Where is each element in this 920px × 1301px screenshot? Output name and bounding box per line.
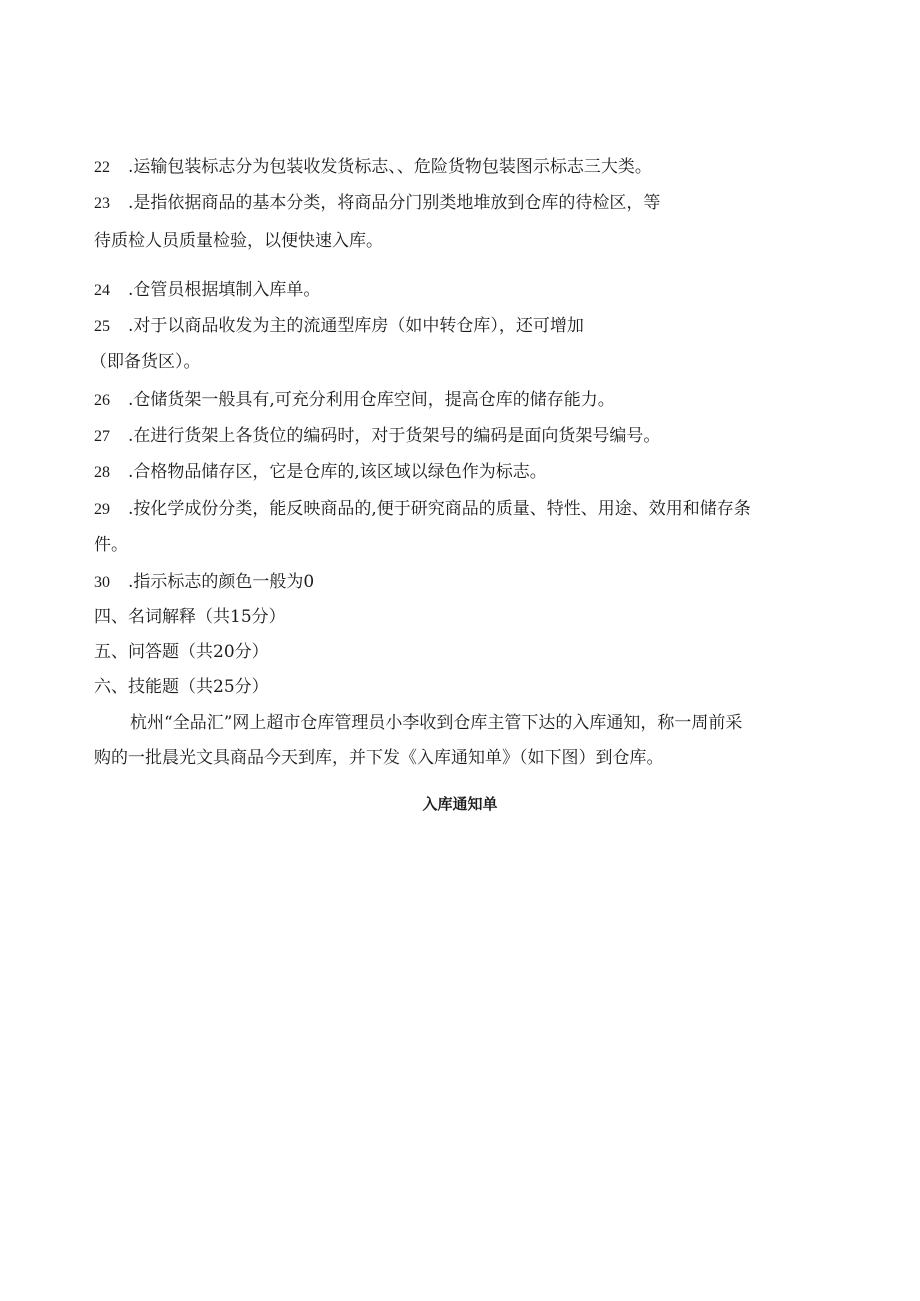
paragraph-line-1: 杭州“全品汇”网上超市仓库管理员小李收到仓库主管下达的入库通知，称一周前采 [130,713,743,733]
question-number: 23 [94,195,110,212]
question-number: 25 [94,318,110,335]
section-heading-5: 五、问答题（共20分） [94,642,269,662]
section-heading-6: 六、技能题（共25分） [94,677,269,697]
question-number: 22 [94,159,110,176]
question-23-continuation: 待质检人员质量检验，以便快速入库。 [94,231,383,251]
question-30 [94,570,860,595]
question-22 [94,155,860,180]
question-text: .仓储货架一般具有,可充分利用仓库空间，提高仓库的储存能力。 [128,390,615,410]
question-number: 28 [94,464,110,481]
question-28 [94,460,860,485]
question-23 [94,191,860,216]
question-number: 27 [94,428,110,445]
question-text: .在进行货架上各货位的编码时，对于货架号的编码是面向货架号编号。 [128,426,661,446]
question-25-continuation: （即备货区）。 [90,352,201,372]
paragraph-line-2: 购的一批晨光文具商品今天到库，并下发《入库通知单》（如下图）到仓库。 [94,748,664,768]
question-text: .仓管员根据填制入库单。 [128,280,321,300]
question-29 [94,497,860,522]
section-heading-4: 四、名词解释（共15分） [94,607,286,627]
question-text: .运输包装标志分为包装收发货标志、、危险货物包装图示标志三大类。 [128,157,652,177]
question-text: .是指依据商品的基本分类，将商品分门别类地堆放到仓库的待检区，等 [128,193,661,213]
question-number: 24 [94,282,110,299]
question-text: .合格物品储存区，它是仓库的,该区域以绿色作为标志。 [128,462,547,482]
question-26 [94,388,860,413]
question-number: 30 [94,574,110,591]
question-27 [94,424,860,449]
question-29-continuation: 件。 [94,535,128,555]
question-number: 26 [94,392,110,409]
question-text: .按化学成份分类，能反映商品的,便于研究商品的质量、特性、用途、效用和储存条 [128,499,751,519]
question-24 [94,278,860,303]
question-number: 29 [94,501,110,518]
question-25 [94,314,860,339]
form-title: 入库通知单 [422,796,498,813]
question-text: .对于以商品收发为主的流通型库房（如中转仓库），还可增加 [128,316,584,336]
question-text: .指示标志的颜色一般为0 [128,572,315,592]
